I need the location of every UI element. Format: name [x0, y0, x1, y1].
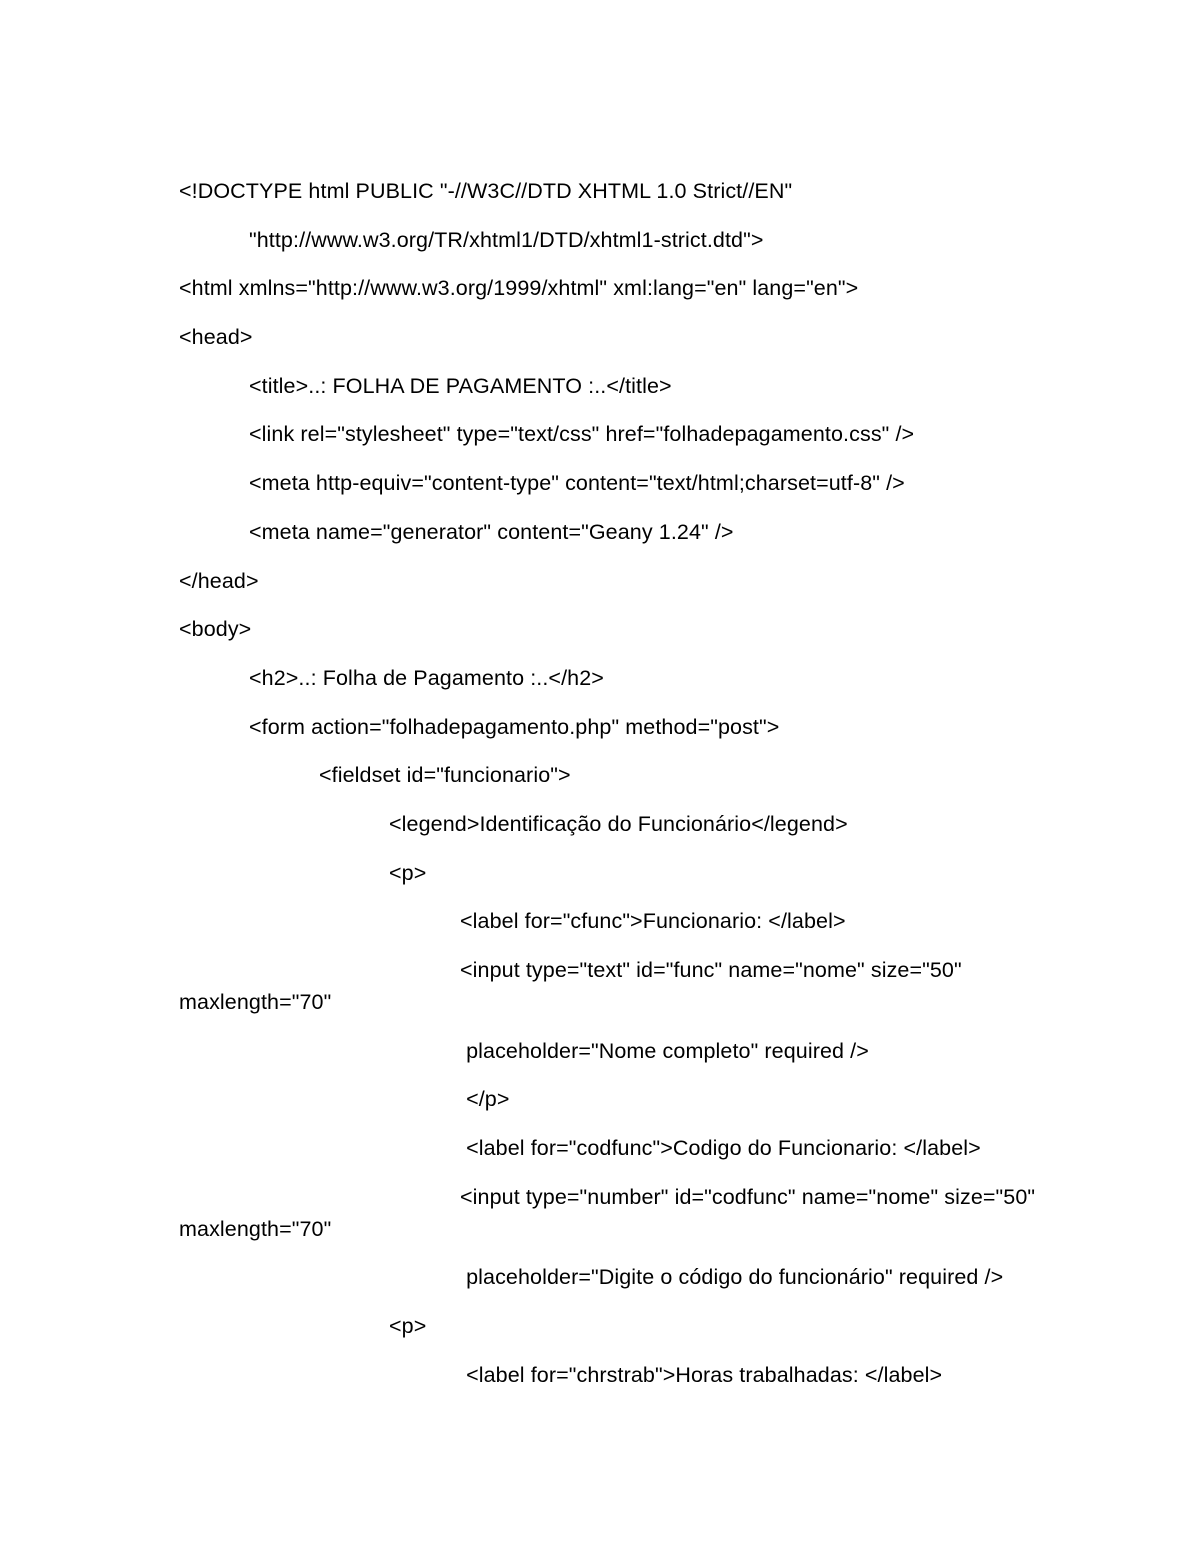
code-line: <label for="cfunc">Funcionario: </label> [460, 909, 846, 934]
code-line: placeholder="Nome completo" required /> [460, 1038, 869, 1063]
code-line: <input type="text" id="func" name="nome" size="50" [460, 958, 962, 982]
code-line: <title>..: FOLHA DE PAGAMENTO :..</title> [249, 373, 672, 398]
code-line: <h2>..: Folha de Pagamento :..</h2> [249, 665, 604, 690]
code-line: <p> [389, 860, 427, 885]
code-block [179, 175, 1191, 1391]
code-line: <form action="folhadepagamento.php" method="post"> [249, 714, 780, 739]
code-line: <link rel="stylesheet" type="text/css" href="folhadepagamento.css" /> [249, 422, 915, 447]
code-line: <label for="chrstrab">Horas trabalhadas: </label> [460, 1362, 943, 1387]
code-line: <head> [179, 325, 253, 350]
code-line: "http://www.w3.org/TR/xhtml1/DTD/xhtml1-strict.dtd"> [249, 227, 764, 252]
code-line: <!DOCTYPE html PUBLIC "-//W3C//DTD XHTML 1.0 Strict//EN" [179, 179, 793, 203]
code-line: <fieldset id="funcionario"> [319, 763, 571, 788]
code-line: </p> [460, 1087, 510, 1112]
code-line: <meta name="generator" content="Geany 1.24" /> [249, 519, 734, 544]
code-line: </head> [179, 568, 259, 593]
code-line: <input type="number" id="codfunc" name="nome" size="50" [460, 1184, 1036, 1209]
code-line: <p> [389, 1314, 427, 1339]
code-line: maxlength="70" [179, 990, 332, 1014]
code-line: <label for="codfunc">Codigo do Funcionario: </label> [460, 1136, 981, 1161]
code-line: <legend>Identificação do Funcionário</legend> [389, 811, 848, 836]
code-line: placeholder="Digite o código do funcionário" required /> [460, 1265, 1004, 1290]
code-line: <html xmlns="http://www.w3.org/1999/xhtml" xml:lang="en" lang="en"> [179, 276, 859, 301]
code-line: maxlength="70" [179, 1216, 332, 1241]
code-line: <body> [179, 617, 252, 642]
code-line: <meta http-equiv="content-type" content="text/html;charset=utf-8" /> [249, 471, 905, 496]
